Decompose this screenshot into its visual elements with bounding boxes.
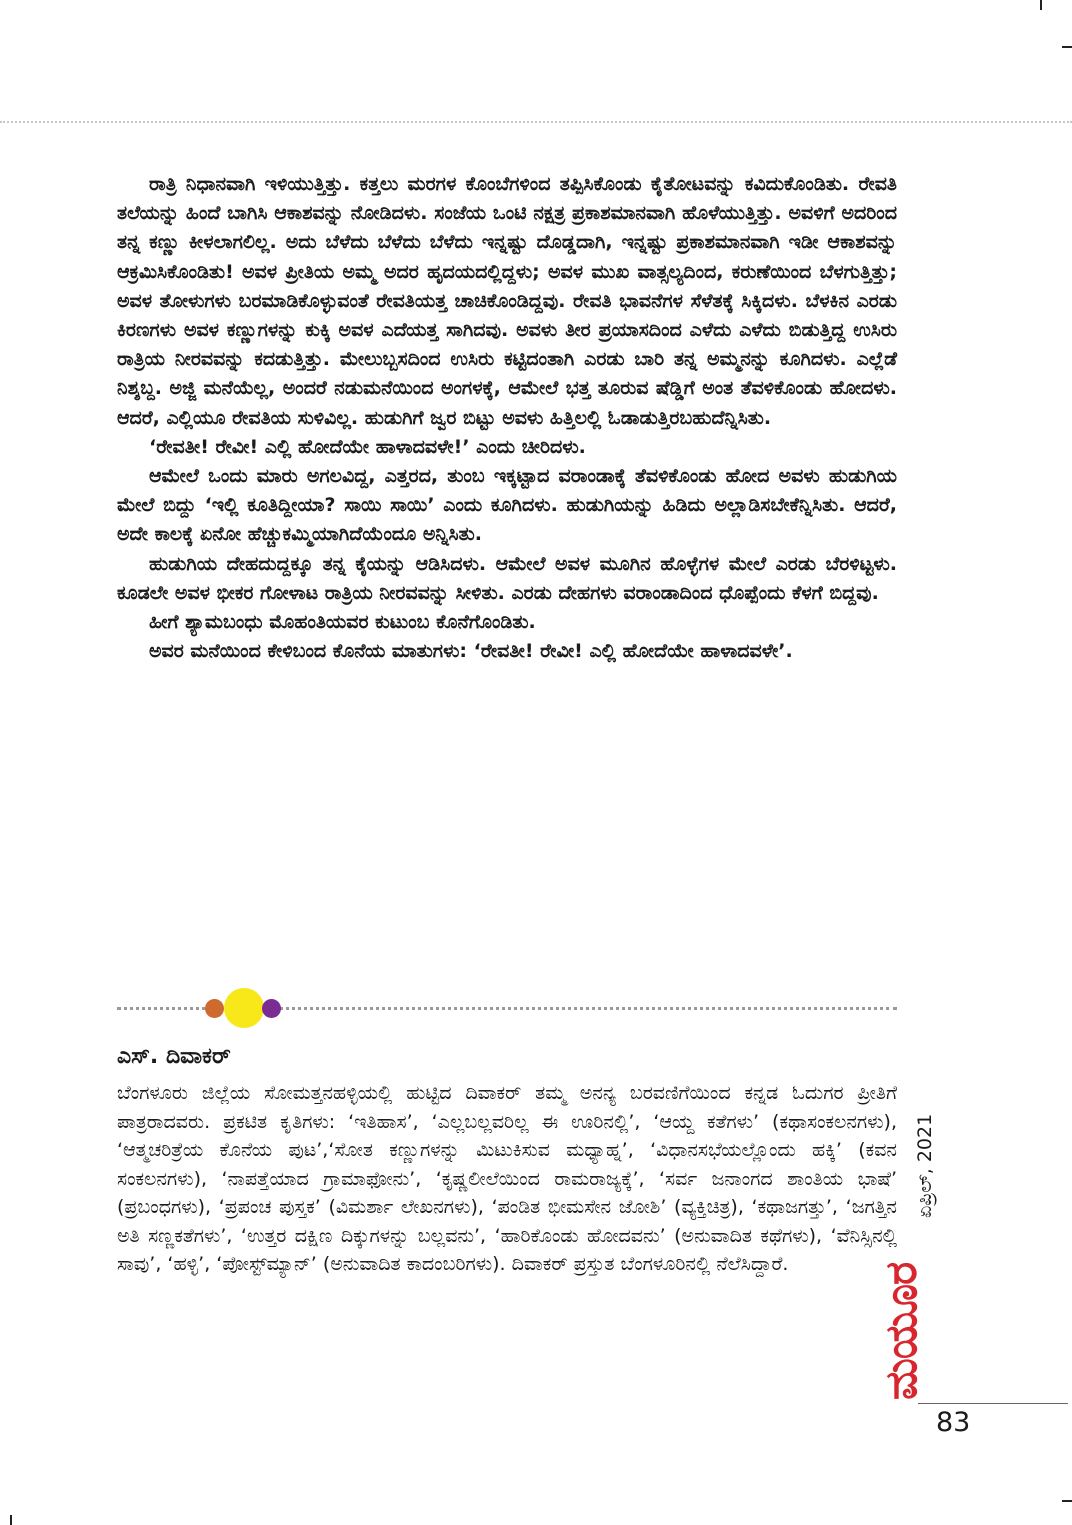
story-paragraph: ಹುಡುಗಿಯ ದೇಹದುದ್ದಕ್ಕೂ ತನ್ನ ಕೈಯನ್ನು ಆಡಿಸಿದಳು. ಆಮೇಲೆ ಅವಳ ಮೂಗಿನ ಹೊಳ್ಳೆಗಳ ಮೇಲೆ ಎರಡು ಬೆರಳಿಟ್ಟಳು. ಕೂಡಲೇ ಅವಳ ಭೀಕರ ಗೋಳಾಟ ರಾತ್ರಿಯ ನೀರವವನ್ನು ಸೀಳಿತು. ಎರಡು ದೇಹಗಳು ವರಾಂಡಾದಿಂದ ಧೊಪ್ಪೆಂದು ಕೆಳಗೆ ಬಿದ್ದವು. (117, 552, 897, 604)
story-paragraph: ಆಮೇಲೆ ಒಂದು ಮಾರು ಅಗಲವಿದ್ದ, ಎತ್ತರದ, ತುಂಬ ಇಕ್ಕಟ್ಟಾದ ವರಾಂಡಾಕ್ಕೆ ತೆವಳಿಕೊಂಡು ಹೋದ ಅವಳು ಹುಡುಗಿಯ ಮೇಲೆ ಬಿದ್ದು ‘ಇಲ್ಲಿ ಕೂತಿದ್ದೀಯಾ? ಸಾಯಿ ಸಾಯಿ’ ಎಂದು ಕೂಗಿದಳು. ಹುಡುಗಿಯನ್ನು ಹಿಡಿದು ಅಲ್ಲಾಡಿಸಬೇಕೆನ್ನಿಸಿತು. ಆದರೆ, ಅದೇ ಕಾಲಕ್ಕೆ ಏನೋ ಹೆಚ್ಚುಕಮ್ಮಿಯಾಗಿದೆಯೆಂದೂ ಅನ್ನಿಸಿತು. (117, 465, 897, 546)
author-name: ಎಸ್‌. ದಿವಾಕರ್ (117, 1044, 231, 1069)
section-divider (117, 988, 897, 1028)
story-paragraph: ಹೀಗೆ ಶ್ಯಾಮಬಂಧು ಮೊಹಂತಿಯವರ ಕುಟುಂಬ ಕೊನೆಗೊಂಡಿತು. (149, 611, 536, 634)
crop-mark-top (1040, 0, 1042, 10)
story-paragraph: ‘ರೇವತೀ! ರೇವೀ! ಎಲ್ಲಿ ಹೋದೆಯೇ ಹಾಳಾದವಳೇ!’ ಎಂದು ಚೀರಿದಳು. (149, 435, 586, 458)
purple-dot (262, 999, 281, 1018)
orange-dot (205, 999, 224, 1018)
top-dotted-rule (0, 121, 1072, 123)
page-number: 83 (936, 1407, 971, 1438)
author-bio: ಬೆಂಗಳೂರು ಜಿಲ್ಲೆಯ ಸೋಮತ್ತನಹಳ್ಳಿಯಲ್ಲಿ ಹುಟ್ಟಿದ ದಿವಾಕರ್ ತಮ್ಮ ಅನನ್ಯ ಬರವಣಿಗೆಯಿಂದ ಕನ್ನಡ ಓದುಗರ ಪ್ರೀತಿಗೆ ಪಾತ್ರರಾದವರು. ಪ್ರಕಟಿತ ಕೃತಿಗಳು: ‘ಇತಿಹಾಸ’, ‘ಎಲ್ಲಬಲ್ಲವರಿಲ್ಲ ಈ ಊರಿನಲ್ಲಿ’, ‘ಆಯ್ದ ಕತೆಗಳು’ (ಕಥಾಸಂಕಲನಗಳು), ‘ಆತ್ಮಚರಿತ್ರೆಯ ಕೊನೆಯ ಪುಟ’,‘ಸೋತ ಕಣ್ಣುಗಳನ್ನು ಮಿಟುಕಿಸುವ ಮಧ್ಯಾಹ್ನ’, ‘ವಿಧಾನಸಭೆಯಲ್ಲೊಂದು ಹಕ್ಕಿ’ (ಕವನ ಸಂಕಲನಗಳು), ‘ನಾಪತ್ತೆಯಾದ ಗ್ರಾಮಾಫೋನು’, ‘ಕೃಷ್ಣಲೀಲೆಯಿಂದ ರಾಮರಾಜ್ಯಕ್ಕೆ’, ‘ಸರ್ವ ಜನಾಂಗದ ಶಾಂತಿಯ ಭಾಷೆ’ (ಪ್ರಬಂಧಗಳು), ‘ಪ್ರಪಂಚ ಪುಸ್ತಕ’ (ವಿಮರ್ಶಾ ಲೇಖನಗಳು), ‘ಪಂಡಿತ ಭೀಮಸೇನ ಜೋಶಿ’ (ವ್ಯಕ್ತಿಚಿತ್ರ), ‘ಕಥಾಜಗತ್ತು’, ‘ಜಗತ್ತಿನ ಅತಿ ಸಣ್ಣಕತೆಗಳು’, ‘ಉತ್ತರ ದಕ್ಷಿಣ ದಿಕ್ಕುಗಳನ್ನು ಬಲ್ಲವನು’, ‘ಹಾರಿಕೊಂಡು ಹೋದವನು’ (ಅನುವಾದಿತ ಕಥೆಗಳು), ‘ವೆನಿಸ್ಸಿನಲ್ಲಿ ಸಾವು’, ‘ಹಳ್ಳಿ’, ‘ಪೋಸ್ಟ್‌ಮ್ಯಾನ್’ (ಅನುವಾದಿತ ಕಾದಂಬರಿಗಳು). ದಿವಾಕರ್ ಪ್ರಸ್ತುತ ಬೆಂಗಳೂರಿನಲ್ಲಿ ನೆಲೆಸಿದ್ದಾರೆ. (117, 1082, 897, 1275)
issue-date: ಏಪ್ರಿಲ್, 2021 (914, 1113, 936, 1218)
story-paragraph: ಅವರ ಮನೆಯಿಂದ ಕೇಳಿಬಂದ ಕೊನೆಯ ಮಾತುಗಳು: ‘ರೇವತೀ! ರೇವೀ! ಎಲ್ಲಿ ಹೋದೆಯೇ ಹಾಳಾದವಳೇ’. (149, 640, 793, 663)
crop-mark-bottom-right (1062, 1500, 1072, 1502)
page-number-rule (918, 1403, 1068, 1404)
story-text (117, 170, 897, 666)
story-paragraph: ರಾತ್ರಿ ನಿಧಾನವಾಗಿ ಇಳಿಯುತ್ತಿತ್ತು. ಕತ್ತಲು ಮರಗಳ ಕೊಂಬೆಗಳಿಂದ ತಪ್ಪಿಸಿಕೊಂಡು ಕೈತೋಟವನ್ನು ಕವಿದುಕೊಂಡಿತು. ರೇವತಿ ತಲೆಯನ್ನು ಹಿಂದೆ ಬಾಗಿಸಿ ಆಕಾಶವನ್ನು ನೋಡಿದಳು. ಸಂಜೆಯ ಒಂಟಿ ನಕ್ಷತ್ರ ಪ್ರಕಾಶಮಾನವಾಗಿ ಹೊಳೆಯುತ್ತಿತ್ತು. ಅವಳಿಗೆ ಅದರಿಂದ ತನ್ನ ಕಣ್ಣು ಕೀಳಲಾಗಲಿಲ್ಲ. ಅದು ಬೆಳೆದು ಬೆಳೆದು ಬೆಳೆದು ಇನ್ನಷ್ಟು ದೊಡ್ಡದಾಗಿ, ಇನ್ನಷ್ಟು ಪ್ರಕಾಶಮಾನವಾಗಿ ಇಡೀ ಆಕಾಶವನ್ನು ಆಕ್ರಮಿಸಿಕೊಂಡಿತು! ಅವಳ ಪ್ರೀತಿಯ ಅಮ್ಮ ಅದರ ಹೃದಯದಲ್ಲಿದ್ದಳು; ಅವಳ ಮುಖ ವಾತ್ಸಲ್ಯದಿಂದ, ಕರುಣೆಯಿಂದ ಬೆಳಗುತ್ತಿತ್ತು; ಅವಳ ತೋಳುಗಳು ಬರಮಾಡಿಕೊಳ್ಳುವಂತೆ ರೇವತಿಯತ್ತ ಚಾಚಿಕೊಂಡಿದ್ದವು. ರೇವತಿ ಭಾವನೆಗಳ ಸೆಳೆತಕ್ಕೆ ಸಿಕ್ಕಿದಳು. ಬೆಳಕಿನ ಎರಡು ಕಿರಣಗಳು ಅವಳ ಕಣ್ಣುಗಳನ್ನು ಕುಕ್ಕಿ ಅವಳ ಎದೆಯತ್ತ ಸಾಗಿದವು. ಅವಳು ತೀರ ಪ್ರಯಾಸದಿಂದ ಎಳೆದು ಎಳೆದು ಬಿಡುತ್ತಿದ್ದ ಉಸಿರು ರಾತ್ರಿಯ ನೀರವವನ್ನು ಕದಡುತ್ತಿತ್ತು. ಮೇಲುಬ್ಬಸದಿಂದ ಉಸಿರು ಕಟ್ಟಿದಂತಾಗಿ ಎರಡು ಬಾರಿ ತನ್ನ ಅಮ್ಮನನ್ನು ಕೂಗಿದಳು. ಎಲ್ಲೆಡೆ ನಿಶ್ಶಬ್ದ. ಅಜ್ಜಿ ಮನೆಯೆಲ್ಲ, ಅಂದರೆ ನಡುಮನೆಯಿಂದ ಅಂಗಳಕ್ಕೆ, ಆಮೇಲೆ ಭತ್ತ ತೂರುವ ಷೆಡ್ಡಿಗೆ ಅಂತ ತೆವಳಿಕೊಂಡು ಹೋದಳು. ಆದರೆ, ಎಲ್ಲಿಯೂ ರೇವತಿಯ ಸುಳಿವಿಲ್ಲ. ಹುಡುಗಿಗೆ ಜ್ವರ ಬಿಟ್ಟು ಅವಳು ಹಿತ್ತಿಲಲ್ಲಿ ಓಡಾಡುತ್ತಿರಬಹುದೆನ್ನಿಸಿತು. (117, 173, 897, 429)
crop-mark-top-right (1062, 46, 1072, 48)
magazine-logo: ಮಯೂರ (876, 1262, 927, 1400)
yellow-dot (224, 988, 264, 1028)
crop-mark-bottom-left (10, 1515, 12, 1525)
page-sidebar (876, 1110, 984, 1410)
